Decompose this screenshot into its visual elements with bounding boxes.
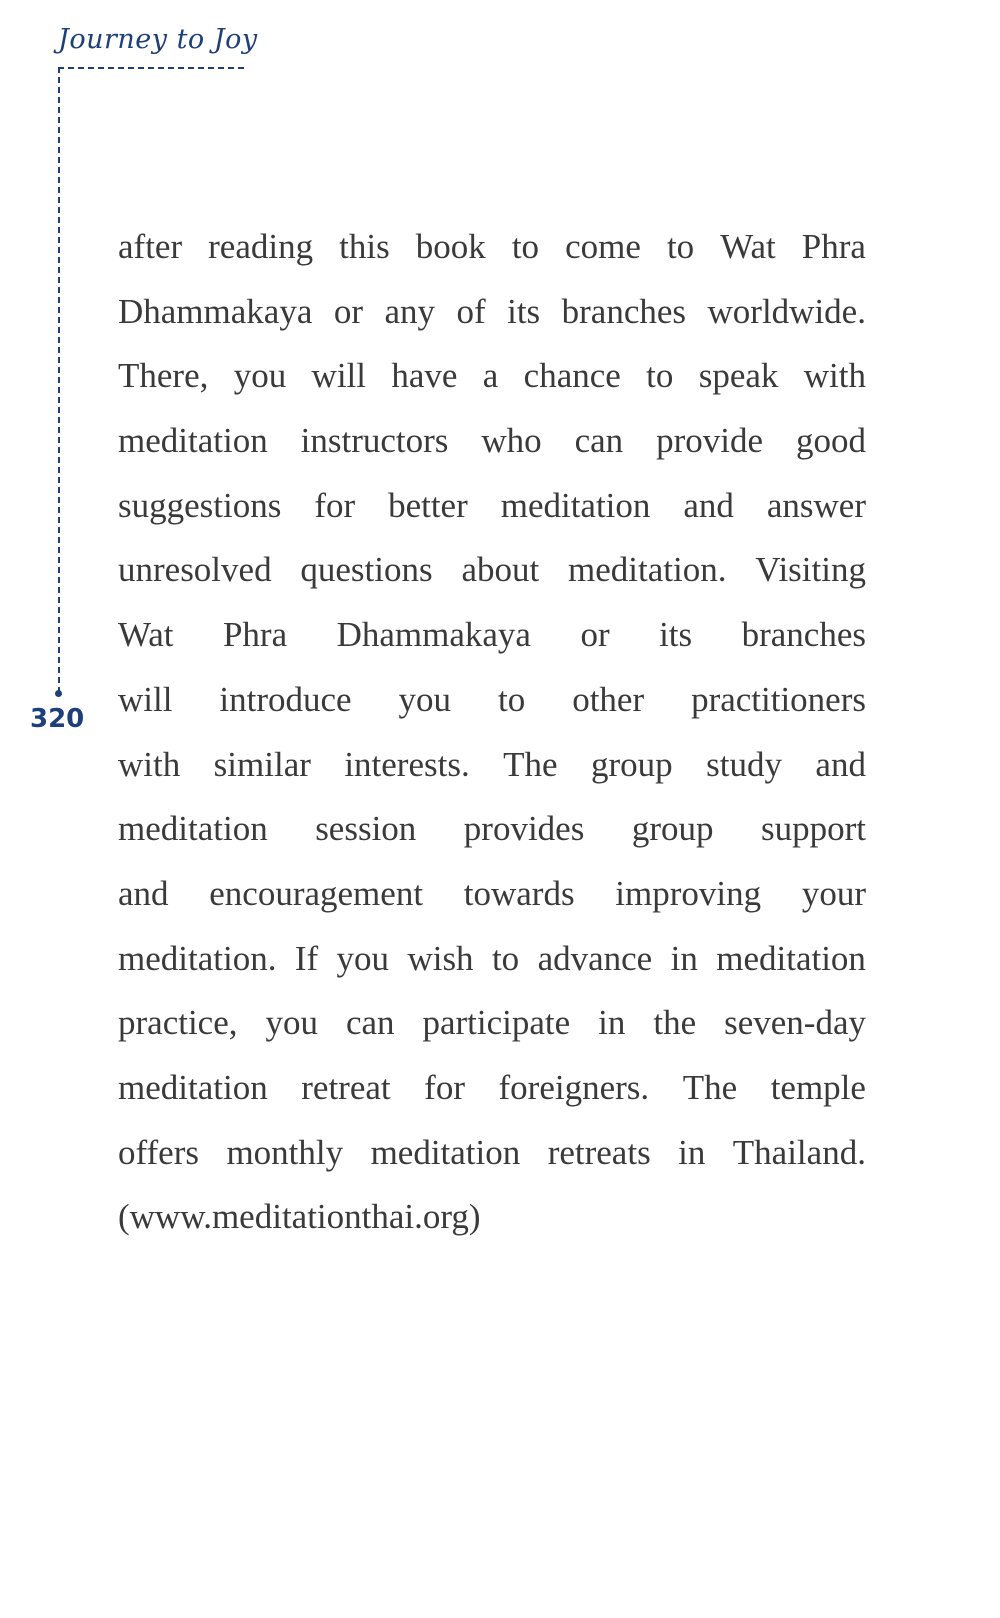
word: answer	[766, 485, 866, 525]
word: you	[398, 679, 452, 719]
word: after	[118, 227, 183, 266]
word: improving	[615, 873, 762, 913]
word: provide	[656, 421, 763, 461]
header-dashed-rule	[58, 67, 244, 69]
word: speak	[698, 356, 779, 396]
text-line	[118, 991, 866, 1056]
word: its	[507, 291, 541, 331]
word: meditation	[716, 938, 866, 978]
word: about	[461, 550, 540, 590]
word: introduce	[219, 679, 352, 719]
body-text	[118, 215, 866, 1250]
text-line	[118, 409, 866, 474]
word: meditation.	[568, 550, 727, 590]
word: The	[682, 1067, 738, 1107]
word: If	[294, 938, 319, 978]
word: to	[511, 227, 540, 266]
word: advance	[537, 938, 653, 978]
word: seven-day	[724, 1003, 866, 1043]
text-line	[118, 1056, 866, 1121]
word: book	[415, 227, 486, 266]
word: foreigners.	[498, 1067, 650, 1107]
page-number: 320	[30, 704, 85, 734]
text-line	[118, 862, 866, 927]
text-line	[118, 927, 866, 992]
text-line	[118, 603, 866, 668]
word: meditation	[500, 485, 651, 525]
word: in	[678, 1132, 706, 1172]
text-line	[118, 797, 866, 862]
word: participate	[422, 1003, 571, 1043]
word: and	[118, 873, 169, 913]
word: good	[795, 421, 866, 461]
word: meditation.	[118, 938, 277, 978]
word: retreat	[301, 1067, 391, 1107]
word: practitioners	[691, 679, 866, 719]
word: to	[646, 356, 674, 396]
word: in	[598, 1003, 626, 1043]
word: of	[456, 291, 486, 331]
text-line	[118, 733, 866, 798]
word: to	[498, 679, 526, 719]
word: similar	[213, 744, 311, 784]
word: you	[265, 1003, 318, 1043]
word: suggestions	[118, 485, 282, 525]
word: its	[659, 615, 693, 655]
word: worldwide.	[707, 291, 866, 331]
word: can	[574, 421, 624, 461]
word: group	[631, 809, 714, 849]
word: monthly	[226, 1132, 344, 1172]
word: for	[314, 485, 356, 525]
word: The	[503, 744, 558, 784]
word: unresolved	[118, 550, 272, 590]
word: come	[565, 227, 641, 266]
word: this	[339, 227, 390, 266]
text-line	[118, 668, 866, 733]
word: who	[481, 421, 542, 461]
word: and	[815, 744, 866, 784]
word: a	[482, 356, 499, 396]
text-line	[118, 474, 866, 539]
word: practice,	[118, 1003, 238, 1043]
running-head: Journey to Joy	[58, 24, 258, 55]
word: or	[333, 291, 363, 331]
text-line	[118, 538, 866, 603]
text-line	[118, 280, 866, 345]
word: meditation	[370, 1132, 521, 1172]
word: and	[683, 485, 734, 525]
word: session	[315, 809, 417, 849]
word: you	[336, 938, 390, 978]
word: encouragement	[209, 873, 424, 913]
word: your	[801, 873, 866, 913]
word: the	[653, 1003, 697, 1043]
word: branches	[561, 291, 687, 331]
rule-end-dot	[55, 690, 62, 697]
word: chance	[523, 356, 621, 396]
word: reading	[208, 227, 314, 266]
word: will	[118, 679, 173, 719]
text-line	[118, 1121, 866, 1186]
word: Dhammakaya	[118, 291, 313, 331]
word: Thailand.	[732, 1132, 866, 1172]
word: Wat	[720, 227, 776, 266]
word: interests.	[344, 744, 470, 784]
word: you	[233, 356, 287, 396]
word: Phra	[222, 615, 288, 655]
word: branches	[741, 615, 866, 655]
word: Wat	[118, 615, 174, 655]
word: meditation	[118, 809, 268, 849]
word: retreats	[547, 1132, 651, 1172]
word: support	[760, 809, 866, 849]
word: wish	[407, 938, 474, 978]
word: There,	[118, 356, 209, 396]
word: have	[391, 356, 458, 396]
word: meditation	[118, 421, 268, 461]
word: offers	[118, 1132, 199, 1172]
word: better	[388, 485, 468, 525]
word: temple	[770, 1067, 866, 1107]
word: can	[345, 1003, 395, 1043]
text-line: (www.meditationthai.org)	[118, 1197, 481, 1237]
word: towards	[463, 873, 575, 913]
word: group	[591, 744, 673, 784]
word: will	[311, 356, 366, 396]
word: or	[580, 615, 610, 655]
word: for	[424, 1067, 465, 1107]
word: with	[803, 356, 866, 396]
word: questions	[300, 550, 433, 590]
text-line	[118, 215, 866, 280]
word: to	[491, 938, 520, 978]
word: instructors	[300, 421, 449, 461]
word: Phra	[801, 227, 866, 266]
word: Dhammakaya	[336, 615, 531, 655]
text-line	[118, 344, 866, 409]
word: provides	[463, 809, 585, 849]
word: study	[706, 744, 782, 784]
word: Visiting	[755, 550, 866, 590]
word: other	[572, 679, 645, 719]
word: with	[118, 744, 181, 784]
word: in	[670, 938, 698, 978]
word: meditation	[118, 1067, 268, 1107]
word: to	[666, 227, 695, 266]
margin-dashed-rule	[58, 67, 60, 693]
word: any	[384, 291, 436, 331]
